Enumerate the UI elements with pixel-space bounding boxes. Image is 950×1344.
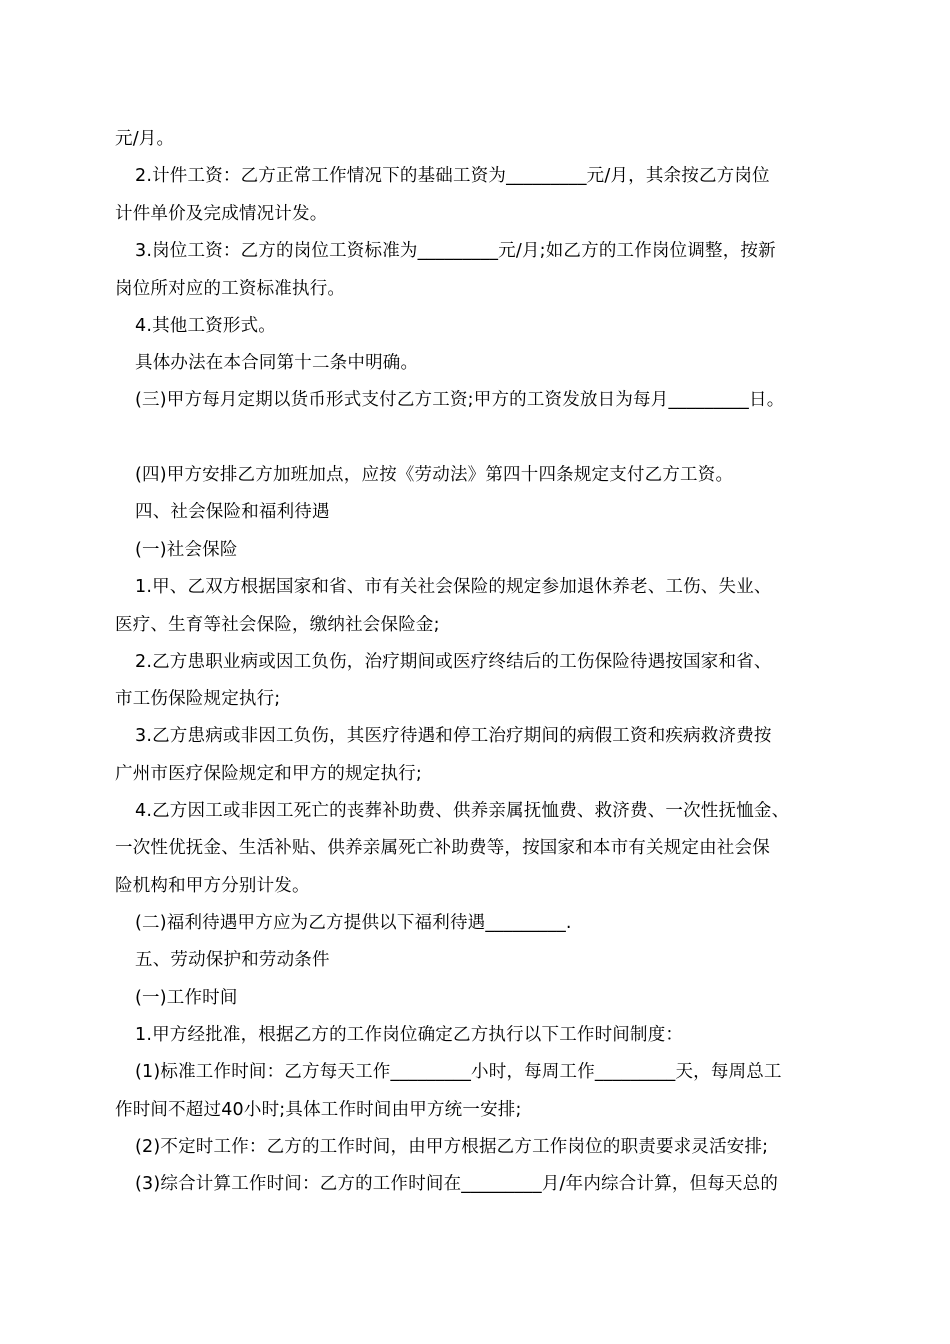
text-line: 医疗、生育等社会保险，缴纳社会保险金; [115, 615, 440, 635]
text-line: 3.岗位工资：乙方的岗位工资标准为_________元/月;如乙方的工作岗位调整，按新 [135, 241, 776, 261]
text-line: (四)甲方安排乙方加班加点，应按《劳动法》第四十四条规定支付乙方工资。 [135, 465, 734, 485]
subsection-heading: (一)工作时间 [135, 988, 238, 1008]
text-line: (1)标准工作时间：乙方每天工作_________小时，每周工作_________天，每周总工 [135, 1062, 782, 1082]
text-line: 市工伤保险规定执行; [115, 689, 281, 709]
section-heading: 四、社会保险和福利待遇 [135, 502, 330, 522]
subsection-heading: (一)社会保险 [135, 540, 238, 560]
text-line: 3.乙方患病或非因工负伤，其医疗待遇和停工治疗期间的病假工资和疾病救济费按 [135, 726, 772, 746]
text-line: 计件单价及完成情况计发。 [115, 204, 328, 224]
text-line: (3)综合计算工作时间：乙方的工作时间在_________月/年内综合计算，但每天总的 [135, 1174, 779, 1194]
text-line: 4.其他工资形式。 [135, 316, 276, 336]
text-line: 岗位所对应的工资标准执行。 [115, 279, 346, 299]
text-line: (二)福利待遇甲方应为乙方提供以下福利待遇_________. [135, 913, 572, 933]
text-line: 元/月。 [115, 129, 175, 149]
section-heading: 五、劳动保护和劳动条件 [135, 950, 330, 970]
text-line: (三)甲方每月定期以货币形式支付乙方工资;甲方的工资发放日为每月_________日。 [135, 390, 785, 410]
text-line: 广州市医疗保险规定和甲方的规定执行; [115, 764, 422, 784]
text-line: 作时间不超过40小时;具体工作时间由甲方统一安排; [115, 1100, 522, 1120]
text-line: 1.甲方经批准，根据乙方的工作岗位确定乙方执行以下工作时间制度： [135, 1025, 684, 1045]
text-line: 具体办法在本合同第十二条中明确。 [135, 353, 419, 373]
text-line: 4.乙方因工或非因工死亡的丧葬补助费、供养亲属抚恤费、救济费、一次性抚恤金、 [135, 801, 790, 821]
text-line: 险机构和甲方分别计发。 [115, 876, 310, 896]
text-line: 2.计件工资：乙方正常工作情况下的基础工资为_________元/月，其余按乙方岗位 [135, 166, 770, 186]
text-line: (2)不定时工作：乙方的工作时间，由甲方根据乙方工作岗位的职责要求灵活安排; [135, 1137, 769, 1157]
text-line: 一次性优抚金、生活补贴、供养亲属死亡补助费等，按国家和本市有关规定由社会保 [115, 838, 770, 858]
text-line: 1.甲、乙双方根据国家和省、市有关社会保险的规定参加退休养老、工伤、失业、 [135, 577, 772, 597]
text-line: 2.乙方患职业病或因工负伤，治疗期间或医疗终结后的工伤保险待遇按国家和省、 [135, 652, 772, 672]
